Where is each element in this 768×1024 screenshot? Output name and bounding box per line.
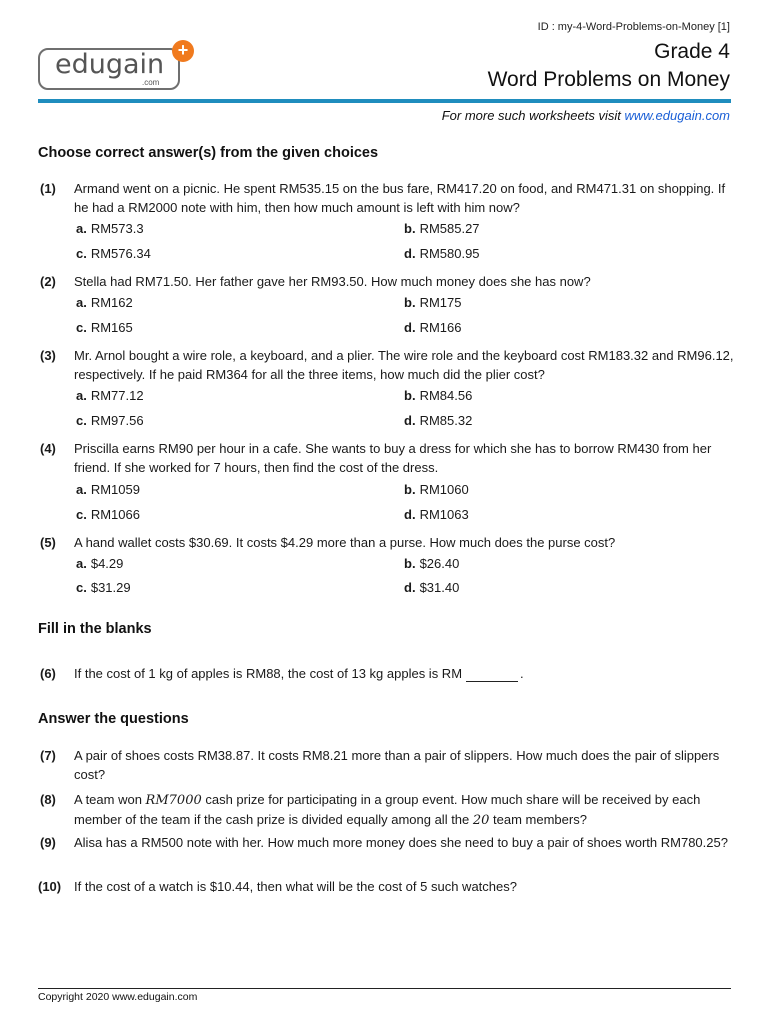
answer-option[interactable] xyxy=(404,320,461,335)
answer-option[interactable] xyxy=(404,482,469,497)
answer-option[interactable] xyxy=(404,388,472,403)
option-value: RM84.56 xyxy=(419,388,473,403)
question-number: (6) xyxy=(40,666,56,681)
option-letter: c. xyxy=(76,246,87,261)
question-text: If the cost of 1 kg of apples is RM88, the cost of 13 kg apples is RM xyxy=(74,666,463,681)
option-value: RM77.12 xyxy=(90,388,144,403)
header-divider xyxy=(38,99,731,103)
footer-divider xyxy=(38,988,731,989)
option-value: RM175 xyxy=(419,295,462,310)
question-number: (8) xyxy=(40,792,56,807)
answer-option[interactable] xyxy=(76,556,123,571)
option-value: RM576.34 xyxy=(90,246,151,261)
more-worksheets-note xyxy=(442,108,730,123)
option-letter: a. xyxy=(76,556,87,571)
worksheet-title: Word Problems on Money xyxy=(487,68,730,91)
copyright-text: Copyright 2020 www.edugain.com xyxy=(38,991,198,1003)
section-heading-choose: Choose correct answer(s) from the given choices xyxy=(38,145,379,161)
question-text xyxy=(74,790,734,830)
question-text: Mr. Arnol bought a wire role, a keyboard, and a plier. The wire role and the keyboard cost RM183.32 and RM96.12, respectively. If he paid RM364 for all the three items, how much did the plier cost? xyxy=(74,348,734,382)
option-value: RM1066 xyxy=(90,507,140,522)
sentence-end: . xyxy=(520,666,524,681)
option-letter: d. xyxy=(404,507,416,522)
option-value: $31.29 xyxy=(90,580,131,595)
question-number: (7) xyxy=(40,748,56,763)
option-letter: c. xyxy=(76,413,87,428)
answer-option[interactable] xyxy=(404,413,472,428)
answer-option[interactable] xyxy=(76,320,133,335)
more-worksheets-text: For more such worksheets visit xyxy=(441,108,625,123)
option-letter: a. xyxy=(76,221,87,236)
option-value: RM573.3 xyxy=(90,221,144,236)
option-letter: c. xyxy=(76,580,87,595)
option-value: $26.40 xyxy=(419,556,460,571)
question-text: Stella had RM71.50. Her father gave her RM93.50. How much money does she has now? xyxy=(74,274,591,289)
option-value: RM580.95 xyxy=(419,246,480,261)
option-letter: b. xyxy=(404,388,416,403)
math-amount: RM7000 xyxy=(145,793,202,808)
option-value: RM85.32 xyxy=(419,413,473,428)
option-value: RM97.56 xyxy=(90,413,144,428)
answer-option[interactable] xyxy=(404,221,480,236)
question-text-part: A team won xyxy=(74,792,146,807)
option-value: RM1063 xyxy=(419,507,469,522)
option-value: RM166 xyxy=(419,320,462,335)
option-value: RM165 xyxy=(90,320,133,335)
option-value: RM585.27 xyxy=(419,221,480,236)
answer-option[interactable] xyxy=(76,295,133,310)
option-letter: d. xyxy=(404,320,416,335)
question-number: (1) xyxy=(40,181,56,196)
option-value: $4.29 xyxy=(90,556,124,571)
answer-option[interactable] xyxy=(76,580,131,595)
answer-option[interactable] xyxy=(404,556,459,571)
section-heading-answer: Answer the questions xyxy=(38,711,189,727)
question-number: (5) xyxy=(40,535,56,550)
option-letter: b. xyxy=(404,482,416,497)
option-value: RM162 xyxy=(90,295,133,310)
answer-option[interactable] xyxy=(76,413,144,428)
option-letter: b. xyxy=(404,556,416,571)
math-count: 20 xyxy=(472,813,490,828)
option-letter: a. xyxy=(76,482,87,497)
question-number: (2) xyxy=(40,274,56,289)
question-text: A hand wallet costs $30.69. It costs $4.29 more than a purse. How much does the purse cost? xyxy=(74,535,616,550)
question-number: (4) xyxy=(40,441,56,456)
section-heading-fill: Fill in the blanks xyxy=(38,621,152,637)
option-letter: b. xyxy=(404,221,416,236)
question-text: Alisa has a RM500 note with her. How much more money does she need to buy a pair of shoes worth RM780.25? xyxy=(74,835,728,850)
option-letter: d. xyxy=(404,246,416,261)
option-letter: a. xyxy=(76,388,87,403)
question-number: (3) xyxy=(40,348,56,363)
option-value: RM1059 xyxy=(90,482,140,497)
edugain-logo xyxy=(38,40,195,92)
answer-option[interactable] xyxy=(76,221,144,236)
answer-blank[interactable] xyxy=(466,665,518,682)
option-letter: a. xyxy=(76,295,87,310)
question-text-part: cash prize for participating in a group event. How much share will be received by each member of the team if the cash prize is divided equally among all the xyxy=(74,792,701,827)
grade-label: Grade 4 xyxy=(654,40,730,63)
answer-option[interactable] xyxy=(76,246,151,261)
answer-option[interactable] xyxy=(404,507,469,522)
plus-icon: + xyxy=(172,40,194,62)
question-text: Priscilla earns RM90 per hour in a cafe. She wants to buy a dress for which she has to borrow RM430 from her friend. If she worked for 7 hours, then find the cost of the dress. xyxy=(74,441,712,475)
edugain-link[interactable]: www.edugain.com xyxy=(624,108,730,123)
question-text: A pair of shoes costs RM38.87. It costs RM8.21 more than a pair of slippers. How much does the pair of slippers cost? xyxy=(74,748,720,782)
answer-option[interactable] xyxy=(404,580,459,595)
answer-option[interactable] xyxy=(76,388,144,403)
option-value: RM1060 xyxy=(419,482,469,497)
option-value: $31.40 xyxy=(419,580,460,595)
logo-domain: .com xyxy=(142,78,160,87)
answer-option[interactable] xyxy=(76,507,140,522)
option-letter: c. xyxy=(76,507,87,522)
question-number: (10) xyxy=(38,879,62,894)
logo-wordmark: edugain xyxy=(55,49,165,80)
option-letter: d. xyxy=(404,413,416,428)
option-letter: d. xyxy=(404,580,416,595)
document-id: ID : my-4-Word-Problems-on-Money [1] xyxy=(537,21,730,33)
question-text: Armand went on a picnic. He spent RM535.15 on the bus fare, RM417.20 on food, and RM471.31 on shopping. If he had a RM2000 note with him, then how much amount is left with him now? xyxy=(74,181,726,215)
question-text-part: team members? xyxy=(489,812,587,827)
answer-option[interactable] xyxy=(76,482,140,497)
answer-option[interactable] xyxy=(404,295,461,310)
question-text: If the cost of a watch is $10.44, then what will be the cost of 5 such watches? xyxy=(74,879,517,894)
question-number: (9) xyxy=(40,835,56,850)
option-letter: b. xyxy=(404,295,416,310)
fill-question xyxy=(74,664,734,683)
option-letter: c. xyxy=(76,320,87,335)
answer-option[interactable] xyxy=(404,246,480,261)
